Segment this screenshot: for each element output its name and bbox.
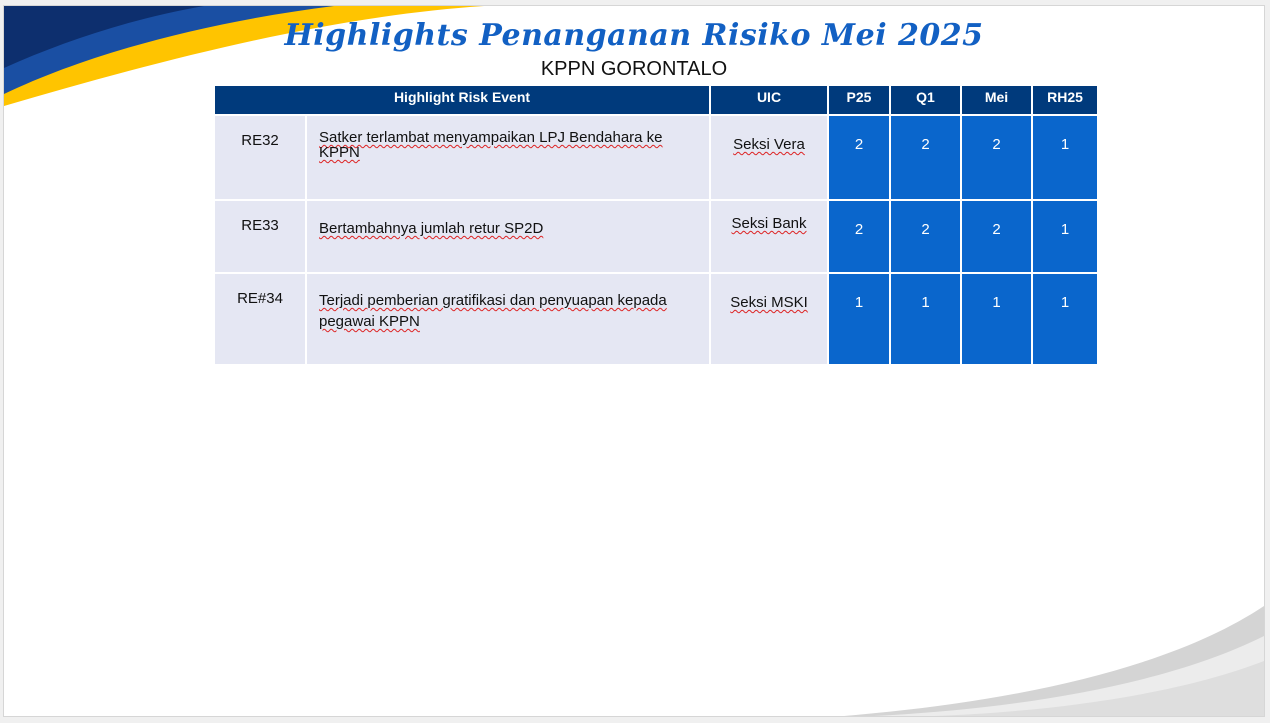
risk-code-cell bbox=[215, 274, 305, 364]
risk-code-cell: RE33 bbox=[215, 201, 305, 272]
header-p25: P25 bbox=[829, 86, 889, 114]
uic-cell bbox=[711, 201, 827, 272]
page-title: Highlights Penanganan Risiko Mei 2025 bbox=[284, 18, 984, 53]
uic-cell bbox=[711, 274, 827, 364]
table-row bbox=[215, 274, 1097, 364]
uic-text: Seksi MSKI bbox=[730, 294, 808, 311]
mei-value-cell: 2 bbox=[962, 116, 1031, 199]
page-subtitle: KPPN GORONTALO bbox=[540, 58, 728, 80]
mei-value-cell: 1 bbox=[962, 274, 1031, 364]
mei-value-cell: 2 bbox=[962, 201, 1031, 272]
risk-table bbox=[213, 84, 1099, 366]
table-header-row bbox=[215, 86, 1097, 114]
table-row bbox=[215, 116, 1097, 199]
risk-event-text: Terjadi pemberian gratifikasi dan penyuapan kepada pegawai KPPN bbox=[319, 292, 667, 330]
p25-value-cell: 2 bbox=[829, 201, 889, 272]
header-highlight-risk-event: Highlight Risk Event bbox=[215, 86, 709, 114]
risk-event-cell bbox=[307, 274, 709, 364]
p25-value-cell: 1 bbox=[829, 274, 889, 364]
rh25-value-cell: 1 bbox=[1033, 116, 1097, 199]
q1-value-cell: 2 bbox=[891, 201, 960, 272]
risk-event-text: Satker terlambat menyampaikan LPJ Bendahara ke KPPN bbox=[319, 129, 663, 161]
p25-value-cell: 2 bbox=[829, 116, 889, 199]
header-mei: Mei bbox=[962, 86, 1031, 114]
slide-canvas bbox=[4, 6, 1264, 716]
risk-event-text: Bertambahnya jumlah retur SP2D bbox=[319, 220, 544, 237]
risk-code-text: RE#34 bbox=[237, 290, 283, 307]
uic-text: Seksi Vera bbox=[733, 136, 805, 153]
header-q1: Q1 bbox=[891, 86, 960, 114]
rh25-value-cell: 1 bbox=[1033, 274, 1097, 364]
header-rh25: RH25 bbox=[1033, 86, 1097, 114]
q1-value-cell: 2 bbox=[891, 116, 960, 199]
q1-value-cell: 1 bbox=[891, 274, 960, 364]
risk-event-cell bbox=[307, 201, 709, 272]
table-row bbox=[215, 201, 1097, 272]
risk-event-cell bbox=[307, 116, 709, 199]
rh25-value-cell: 1 bbox=[1033, 201, 1097, 272]
bottom-right-swoosh-decoration bbox=[844, 606, 1264, 716]
risk-code-cell: RE32 bbox=[215, 116, 305, 199]
uic-cell bbox=[711, 116, 827, 199]
header-uic: UIC bbox=[711, 86, 827, 114]
uic-text: Seksi Bank bbox=[731, 215, 807, 232]
